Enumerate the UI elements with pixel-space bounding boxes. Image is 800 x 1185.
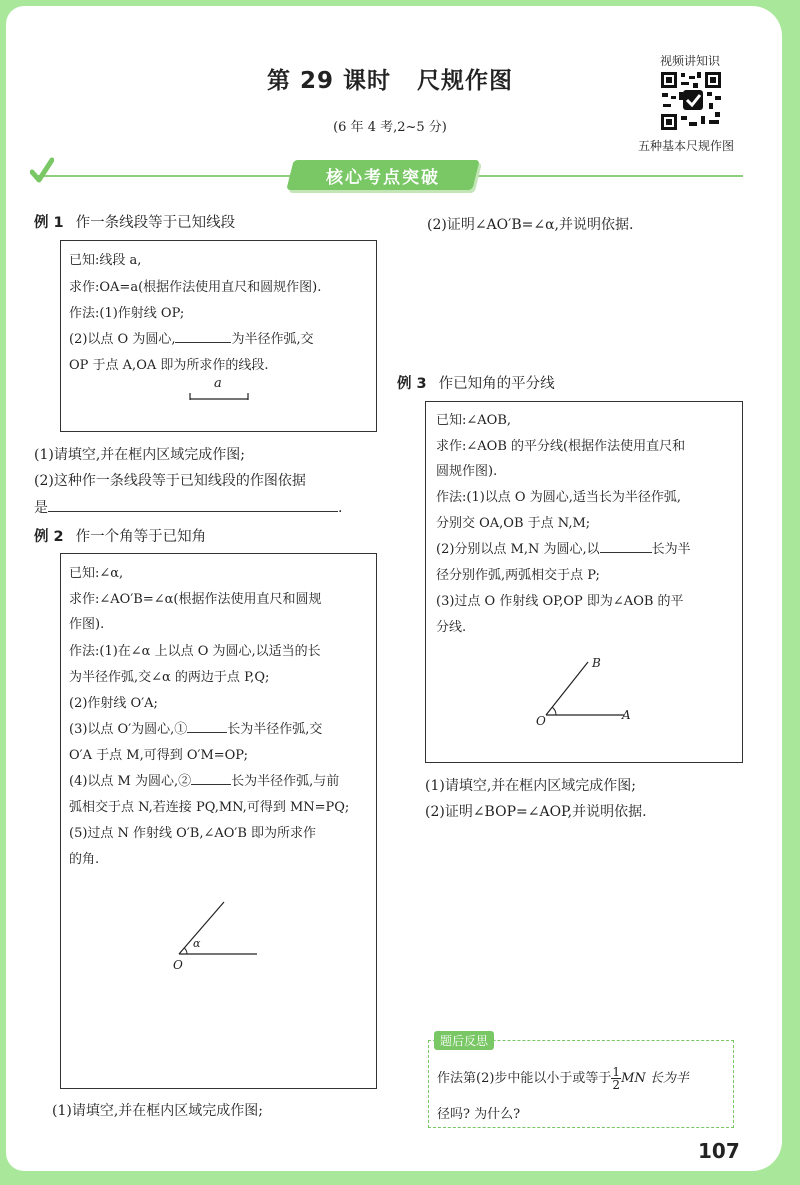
ex1-given: 已知:线段 a, [69, 253, 142, 268]
ex3-step3: (3)过点 O 作射线 OP,OP 即为∠AOB 的平 [436, 594, 684, 609]
section-banner-label: 核心考点突破 [326, 168, 440, 188]
ex3-step2-cont: 径分别作弧,两弧相交于点 P; [436, 568, 600, 583]
ex2-question-1: (1)请填空,并在框内区域完成作图; [52, 1103, 263, 1119]
ex2-step4: (4)以点 M 为圆心,② 长为半径作弧,与前 [69, 774, 340, 789]
ex2-question-2: (2)证明∠AO′B=∠α,并说明依据. [427, 217, 634, 233]
segment-a [189, 391, 249, 401]
ex3-step2: (2)分别以点 M,N 为圆心,以 长为半 [436, 542, 691, 557]
ex1-step1: 作法:(1)作射线 OP; [69, 306, 185, 321]
ex1-step2: (2)以点 O 为圆心, 为半径作弧,交 [69, 332, 314, 347]
example-3-box [425, 401, 743, 763]
point-o-label: O [536, 714, 546, 728]
ex1-question-2: (2)这种作一条线段等于已知线段的作图依据 [34, 473, 306, 489]
angle-alpha-figure [169, 899, 269, 964]
example-1-box [60, 240, 377, 432]
ex2-blank-1[interactable] [187, 720, 227, 733]
ex2-step3: (3)以点 O′为圆心,① 长为半径作弧,交 [69, 722, 323, 737]
example-2-box [60, 553, 377, 1089]
qr-caption-top: 视频讲知识 [660, 54, 721, 68]
angle-aob-figure [536, 660, 636, 720]
page-number: 107 [698, 1139, 740, 1163]
ex2-step1: 作法:(1)在∠α 上以点 O 为圆心,以适当的长 [69, 644, 321, 659]
ex2-required: 求作:∠AO′B=∠α(根据作法使用直尺和圆规 [69, 592, 322, 607]
reflection-question: 作法第(2)步中能以小于或等于 $\frac{1}{2}$ MN 长为半 [437, 1065, 689, 1092]
checkmark-icon [30, 156, 54, 184]
reflection-question-cont: 径吗? 为什么? [437, 1107, 521, 1122]
example-2-heading: 例 2 作一个角等于已知角 [34, 529, 207, 545]
point-b-label: B [592, 656, 601, 670]
ex1-question-2-cont: 是 . [34, 500, 343, 516]
ex3-required: 求作:∠AOB 的平分线(根据作法使用直尺和 [436, 439, 686, 454]
ex3-blank[interactable] [600, 540, 652, 553]
example-3-heading: 例 3 作已知角的平分线 [397, 376, 555, 392]
segment-label: a [214, 376, 222, 391]
example-1-heading: 例 1 作一条线段等于已知线段 [34, 215, 236, 231]
ex3-question-1: (1)请填空,并在框内区域完成作图; [425, 778, 636, 794]
ex2-step5: (5)过点 N 作射线 O′B,∠AO′B 即为所求作 [69, 826, 317, 841]
point-a-label: A [622, 708, 631, 722]
ex3-step1-cont: 分别交 OA,OB 于点 N,M; [436, 516, 591, 531]
ex1-step2-cont: OP 于点 A,OA 即为所求作的线段. [69, 358, 269, 373]
ex1-blank[interactable] [175, 330, 231, 343]
vertex-o-label: O [173, 958, 183, 972]
angle-alpha-label: α [193, 937, 201, 950]
qr-caption-bottom: 五种基本尺规作图 [638, 139, 735, 153]
ex2-step3-cont: O′A 于点 M,可得到 O′M=OP; [69, 748, 248, 763]
ex2-required-cont: 作图). [69, 617, 105, 632]
ex3-step3-cont: 分线. [436, 620, 467, 635]
ex3-step1: 作法:(1)以点 O 为圆心,适当长为半径作弧, [436, 490, 681, 505]
qr-code-icon[interactable] [659, 70, 723, 132]
ex2-blank-2[interactable] [191, 772, 231, 785]
ex2-step5-cont: 的角. [69, 852, 100, 867]
ex3-question-2: (2)证明∠BOP=∠AOP,并说明依据. [425, 804, 647, 820]
ex3-required-cont: 圆规作图). [436, 464, 498, 479]
ex1-required: 求作:OA=a(根据作法使用直尺和圆规作图). [69, 280, 322, 295]
ex2-given: 已知:∠α, [69, 566, 124, 581]
ex2-step1-cont: 为半径作弧,交∠α 的两边于点 P,Q; [69, 670, 270, 685]
reflection-badge: 题后反思 [434, 1031, 494, 1050]
exam-frequency: (6 年 4 考,2~5 分) [333, 120, 447, 135]
ex2-step4-cont: 弧相交于点 N,若连接 PQ,MN,可得到 MN=PQ; [69, 800, 350, 815]
ex3-given: 已知:∠AOB, [436, 413, 512, 428]
ex1-answer-blank[interactable] [48, 499, 338, 512]
ex1-question-1: (1)请填空,并在框内区域完成作图; [34, 447, 245, 463]
page-title: 第 29 课时 尺规作图 [266, 68, 514, 94]
fraction-half: $\frac{1}{2}$ [612, 1065, 621, 1092]
ex2-step2: (2)作射线 O′A; [69, 696, 158, 711]
